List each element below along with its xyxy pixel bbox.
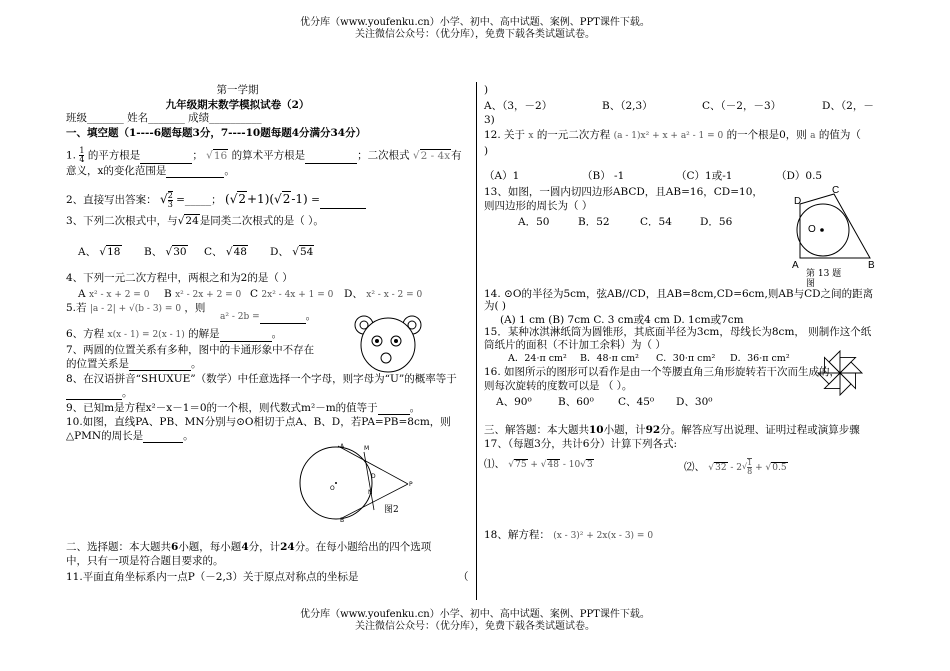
q3-option-b: B、 √30 xyxy=(144,246,187,258)
q12-option-a: （A）1 xyxy=(484,170,520,182)
student-info: 班级_______ 姓名_______ 成绩__________ xyxy=(66,112,262,124)
q12-option-c: （C）1或-1 xyxy=(676,170,733,182)
q11-paren-close: ) xyxy=(484,84,489,96)
q4-option-b: B x² - 2x + 2 = 0 xyxy=(164,288,242,300)
fig13-label-o: O xyxy=(808,224,816,235)
q11-option-d-cont: 3) xyxy=(484,114,495,126)
semester: 第一学期 xyxy=(216,84,259,96)
fig2-label-o: O xyxy=(330,485,335,492)
question-12: 12. 关于 x 的一元二次方程 (a - 1)x² + x + a² - 1 = 0 的一个根是0，则 a 的值为（ xyxy=(484,129,861,141)
question-9: 9、已知m是方程x²－x－1＝0的一个根，则代数式m²－m的值等于 。 xyxy=(66,402,421,414)
question-3: 3、下列二次根式中，与√24是同类二次根式的是（ ）。 xyxy=(66,215,324,227)
q12-paren-close: ) xyxy=(484,145,489,157)
question-2: 2、直接写出答案： √ $\frac{2}{3}$ =_____； (√2+1)(√2-1) = xyxy=(66,191,366,209)
cartoon-bear-figure xyxy=(350,308,450,372)
q13-option-d: D．56 xyxy=(700,216,733,228)
q3-option-c: C、 √48 xyxy=(204,246,247,258)
q2-blank xyxy=(320,197,366,209)
q11-option-b: B、（2,3） xyxy=(602,100,653,112)
q15-option-b: B．48·π cm² xyxy=(580,353,639,364)
question-8-cont: 。 xyxy=(66,387,133,400)
figure-2-tangent-diagram xyxy=(298,440,418,522)
question-17: 17、（每题3分，共计6分）计算下列各式: xyxy=(484,438,678,450)
question-18: 18、解方程： (x - 3)² + 2x(x - 3) = 0 xyxy=(484,529,654,541)
q15-option-a: A．24·π cm² xyxy=(508,353,567,364)
q13-option-c: C．54 xyxy=(640,216,672,228)
figure-13-caption-2: 图 xyxy=(806,279,816,289)
q11-option-a: A、（3，－2） xyxy=(484,100,553,112)
column-divider xyxy=(476,82,477,600)
q15-option-c: C．30·π cm² xyxy=(656,353,716,364)
question-1-cont: 意义，x的变化范围是 。 xyxy=(66,165,235,177)
q1-blank-2 xyxy=(305,152,357,164)
question-13: 13、如图，一圆内切四边形ABCD，且AB=16，CD=10， xyxy=(484,186,763,198)
q16-option-a: A、90⁰ xyxy=(496,396,532,408)
q6-blank xyxy=(220,330,272,342)
question-8: 8、在汉语拼音“SHUXUE”（数学）中任意选择一个字母，则字母为“U”的概率等于 xyxy=(66,373,457,385)
question-4: 4、下列一元二次方程中，两根之和为2的是（ ） xyxy=(66,272,293,284)
fig2-label-b: B xyxy=(340,517,345,524)
q17-part-1: ⑴、 √75 + √48 - 10√3 xyxy=(484,458,593,470)
q5-blank xyxy=(260,312,306,324)
fig13-label-d: D xyxy=(794,196,802,207)
exam-title: 九年级期末数学模拟试卷（2） xyxy=(165,99,310,111)
q4-option-d: D、 x² - x - 2 = 0 xyxy=(344,288,423,300)
fig2-label-p: P xyxy=(409,481,413,488)
question-15: 15．某种冰淇淋纸筒为圆锥形，其底面半径为3cm，母线长为8cm， 则制作这个纸 xyxy=(484,326,872,338)
q16-option-c: C、45⁰ xyxy=(618,396,655,408)
fig2-label-n: N xyxy=(368,489,373,496)
question-1: 1. $\frac{1}{4}$ 的平方根是 ； √16 的算术平方根是 ；二次根式 √2 - 4x有 xyxy=(66,146,462,164)
fig13-label-b: B xyxy=(868,260,875,271)
question-5: 5.若 |a - 2| + √(b - 3) = 0 ，则 xyxy=(66,302,206,314)
question-6: 6、方程 x(x - 1) = 2(x - 1) 的解是 。 xyxy=(66,328,283,340)
fraction-quarter: $\frac{1}{4}$ xyxy=(79,146,85,164)
q8-blank xyxy=(66,388,122,400)
q13-option-a: A．50 xyxy=(518,216,550,228)
q16-option-b: B、60⁰ xyxy=(558,396,594,408)
q7-blank xyxy=(129,359,191,371)
question-16: 16. 如图所示的图形可以看作是由一个等腰直角三角形旋转若干次而生成的， xyxy=(484,366,841,378)
section-1-heading: 一、填空题（1----6题每题3分，7----10题每题4分满分34分） xyxy=(66,127,367,139)
header-line-1: 优分库（www.youfenku.cn）小学、初中、高中试题、案例、PPT课件下载。 xyxy=(300,17,650,28)
question-14-cont: 为( ) xyxy=(484,300,507,312)
q3-option-d: D、 √54 xyxy=(270,246,314,258)
q13-option-b: B．52 xyxy=(578,216,610,228)
q4-option-c: C 2x² - 4x + 1 = 0 xyxy=(250,288,334,300)
fig2-label-a: A xyxy=(340,443,345,450)
section-2-heading: 二、选择题：本大题共6小题，每小题4分，计24分。在每小题给出的四个选项 xyxy=(66,541,432,553)
fig2-label-m: M xyxy=(364,445,370,452)
q17-part-2: ⑵、 √32 - 2√ $\frac{1}{8} + √0.5$ xyxy=(684,458,787,476)
q12-option-d: （D）0.5 xyxy=(776,170,823,182)
figure-13-caption: 第 13 题 xyxy=(806,269,842,279)
figure-2-caption: 图2 xyxy=(384,505,399,515)
q16-option-d: D、30⁰ xyxy=(676,396,713,408)
q3-option-a: A、 √18 xyxy=(78,246,121,258)
question-11: 11.平面直角坐标系内一点P（－2,3）关于原点对称点的坐标是 xyxy=(66,571,359,583)
q11-option-c: C、（－2，－3） xyxy=(702,100,782,112)
q1-num: 1. xyxy=(66,149,77,162)
fig13-label-c: C xyxy=(832,185,840,196)
q14-options: (A) 1 cm (B) 7cm C. 3 cm或4 cm D. 1cm或7cm xyxy=(500,314,744,326)
question-7-cont: 的位置关系是 。 xyxy=(66,358,202,370)
question-16-cont: 则每次旋转的度数可以是 （ ）。 xyxy=(484,380,633,392)
footer-line-2: 关注微信公众号：（优分库），免费下载各类试题试卷。 xyxy=(355,621,595,632)
q9-blank xyxy=(378,403,410,415)
q4-option-a: A x² - x + 2 = 0 xyxy=(78,288,150,300)
q11-option-d: D、（2，－ xyxy=(822,100,874,112)
question-5-cont: a² - 2b = 。 xyxy=(220,310,317,322)
section-3-heading: 三、解答题：本大题共10小题，计92分。解答应写出说理、证明过程或演算步骤 xyxy=(484,424,860,436)
q1-text-b: 的平方根是 xyxy=(87,149,141,162)
q1-blank-1 xyxy=(140,152,192,164)
q15-option-d: D．36·π cm² xyxy=(730,353,790,364)
q1-blank-3 xyxy=(166,166,224,178)
fig2-label-d: D xyxy=(371,473,376,480)
fig13-label-a: A xyxy=(792,260,799,271)
section-2-heading-cont: 中，只有一项是符合题目要求的。 xyxy=(66,555,224,567)
question-14: 14. ⊙O的半径为5cm，弦AB//CD，且AB=8cm,CD=6cm,则AB与CD之间的距离 xyxy=(484,288,874,300)
question-7: 7、两圆的位置关系有多种，图中的卡通形象中不存在 xyxy=(66,344,315,356)
q12-option-b: （B） -1 xyxy=(582,170,625,182)
q10-blank xyxy=(143,431,183,443)
question-15-cont: 筒纸片的面积（不计加工余料）为（ ） xyxy=(484,339,666,351)
header-line-2: 关注微信公众号：（优分库），免费下载各类试题试卷。 xyxy=(355,29,595,40)
question-10-cont: △PMN的周长是 。 xyxy=(66,430,194,442)
question-10: 10.如图，直线PA、PB、MN分别与⊙O相切于点A、B、D，若PA=PB=8cm，则 xyxy=(66,416,451,428)
footer-line-1: 优分库（www.youfenku.cn）小学、初中、高中试题、案例、PPT课件下载。 xyxy=(300,609,650,620)
question-13-cont: 则四边形的周长为（ ） xyxy=(484,200,593,212)
q11-paren: （ xyxy=(458,571,469,583)
figure-13-inscribed-quadrilateral xyxy=(790,184,880,271)
